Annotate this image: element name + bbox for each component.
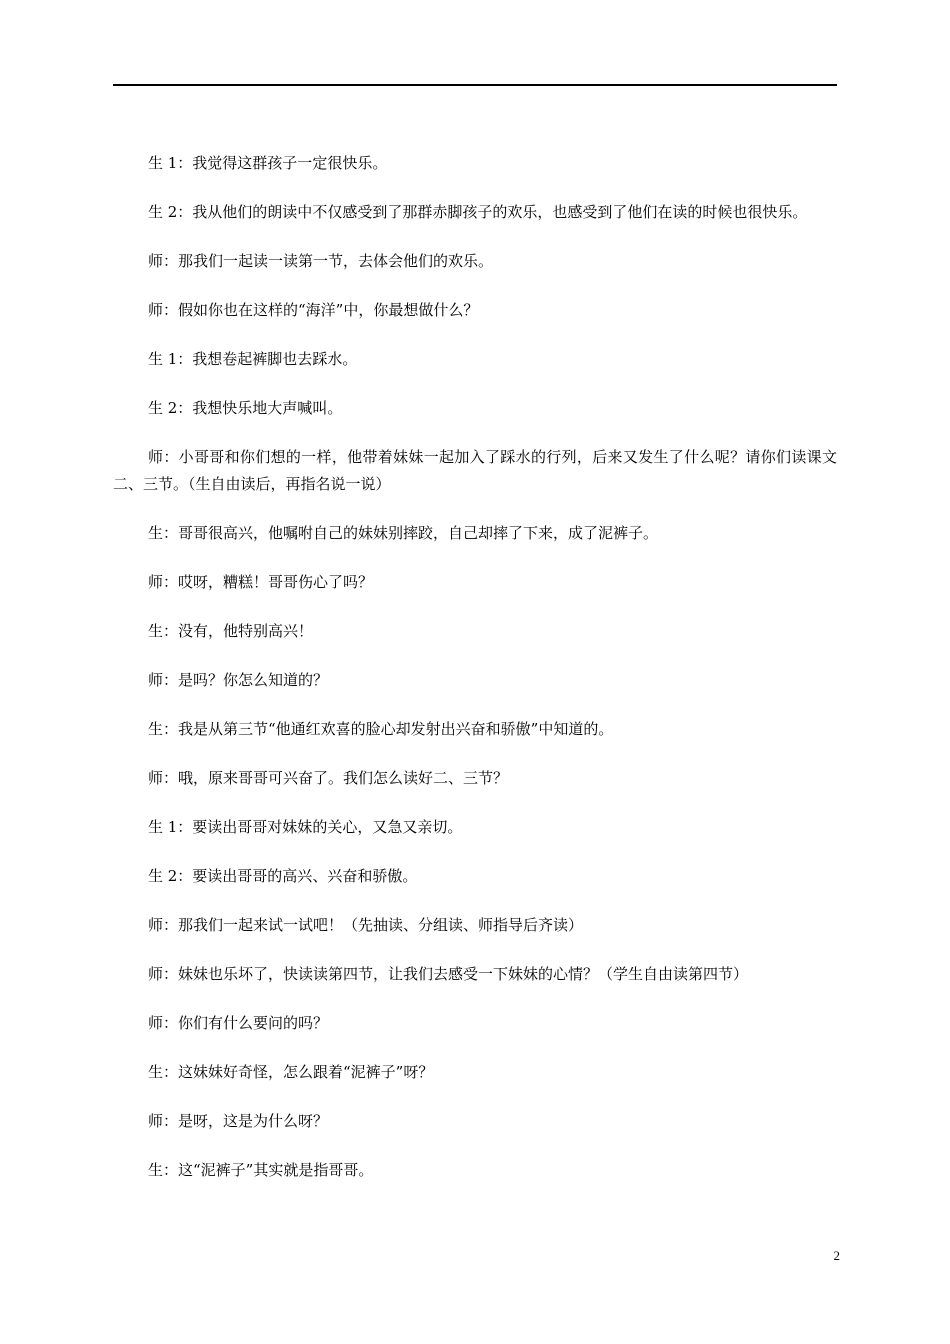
paragraph: 师：那我们一起来试一试吧！（先抽读、分组读、师指导后齐读） [148, 916, 584, 934]
paragraph: 师：小哥哥和你们想的一样，他带着妹妹一起加入了踩水的行列，后来又发生了什么呢？请你们读课文二、三节。（生自由读后，再指名说一说） [113, 448, 837, 493]
paragraph: 生：这妹妹好奇怪，怎么跟着“泥裤子”呀？ [148, 1063, 434, 1081]
paragraph: 生：没有，他特别高兴！ [148, 622, 314, 640]
paragraph: 生：这“泥裤子”其实就是指哥哥。 [148, 1161, 374, 1179]
document-body [113, 150, 837, 1206]
paragraph: 师：妹妹也乐坏了，快读读第四节，让我们去感受一下妹妹的心情？（学生自由读第四节） [148, 965, 749, 983]
paragraph: 生：哥哥很高兴，他嘱咐自己的妹妹别摔跤，自己却摔了下来，成了泥裤子。 [148, 524, 659, 542]
paragraph: 生 1：我觉得这群孩子一定很快乐。 [148, 154, 388, 172]
paragraph: 生 2：要读出哥哥的高兴、兴奋和骄傲。 [148, 867, 418, 885]
paragraph: 师：哎呀，糟糕！哥哥伤心了吗？ [148, 573, 374, 591]
paragraph: 师：那我们一起读一读第一节，去体会他们的欢乐。 [148, 252, 494, 270]
paragraph: 师：假如你也在这样的“海洋”中，你最想做什么？ [148, 301, 479, 319]
paragraph: 生：我是从第三节“他通红欢喜的脸心却发射出兴奋和骄傲”中知道的。 [148, 720, 614, 738]
paragraph: 师：是呀，这是为什么呀？ [148, 1112, 329, 1130]
paragraph: 生 1：要读出哥哥对妹妹的关心，又急又亲切。 [148, 818, 463, 836]
paragraph: 生 1：我想卷起裤脚也去踩水。 [148, 350, 358, 368]
paragraph: 生 2：我从他们的朗读中不仅感受到了那群赤脚孩子的欢乐，也感受到了他们在读的时候也很快乐。 [148, 203, 808, 221]
page-number: 2 [833, 1248, 840, 1263]
paragraph: 师：你们有什么要问的吗？ [148, 1014, 329, 1032]
paragraph: 师：哦，原来哥哥可兴奋了。我们怎么读好二、三节？ [148, 769, 509, 787]
header-rule [113, 84, 837, 86]
paragraph: 师：是吗？你怎么知道的？ [148, 671, 329, 689]
paragraph: 生 2：我想快乐地大声喊叫。 [148, 399, 343, 417]
